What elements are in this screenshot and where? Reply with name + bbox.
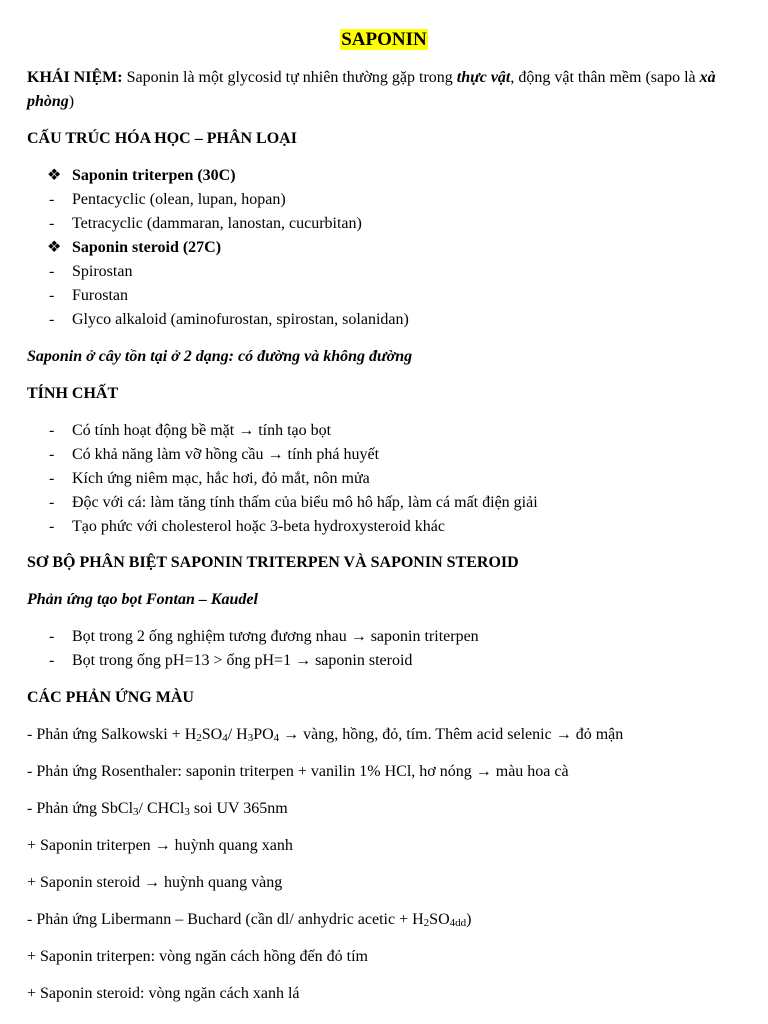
sbcl3-line: [27, 797, 748, 821]
structure-heading: CẤU TRÚC HÓA HỌC – PHÂN LOẠI: [27, 130, 297, 147]
distinguish-list: [27, 625, 748, 675]
subscript: 3: [133, 806, 139, 818]
diamond-bullet-icon: ❖: [47, 167, 62, 184]
list-item-text: Spirostan: [72, 263, 133, 280]
list-item-text: Độc với cá: làm tăng tính thấm của biểu mô hô hấp, làm cá mất điện giải: [72, 494, 538, 511]
distinguish-heading: SƠ BỘ PHÂN BIỆT SAPONIN TRITERPEN VÀ SAPONIN STEROID: [27, 554, 519, 571]
list-item-text: Bọt trong 2 ống nghiệm tương đương nhau → saponin triterpen: [72, 628, 479, 645]
salkowski-text-a: - Phản ứng Salkowski + H: [27, 726, 197, 743]
page-title: SAPONIN: [341, 29, 427, 50]
libermann-text-b: SO: [429, 911, 450, 928]
structure-note: Saponin ở cây tồn tại ở 2 dạng: có đường và không đường: [27, 348, 413, 365]
definition-text-3: ): [68, 93, 75, 110]
definition-emphasis-2: xà phòng: [27, 69, 716, 110]
structure-group-1-label: Saponin triterpen (30C): [72, 167, 236, 184]
list-item-text: Kích ứng niêm mạc, hắc hơi, đỏ mắt, nôn mửa: [72, 470, 370, 487]
structure-list: [27, 164, 748, 334]
lb-steroid-line: + Saponin steroid: vòng ngăn cách xanh lá: [27, 985, 300, 1002]
subscript: 3: [184, 806, 190, 818]
uv-triterpen-line: + Saponin triterpen → huỳnh quang xanh: [27, 837, 293, 854]
dash-bullet: -: [49, 494, 55, 511]
salkowski-text-e: → vàng, hồng, đỏ, tím. Thêm acid selenic → đỏ mận: [279, 726, 624, 743]
distinguish-subheading: Phản ứng tạo bọt Fontan – Kaudel: [27, 591, 258, 608]
rosenthaler-line: - Phản ứng Rosenthaler: saponin triterpen + vanilin 1% HCl, hơ nóng → màu hoa cà: [27, 763, 569, 780]
salkowski-text-b: SO: [201, 726, 223, 743]
definition-paragraph: [27, 66, 748, 114]
structure-group-2-label: Saponin steroid (27C): [72, 239, 222, 256]
dash-bullet: -: [49, 263, 55, 280]
subscript: 3: [247, 732, 254, 744]
list-item-text: Tetracyclic (dammaran, lanostan, cucurbitan): [72, 215, 362, 232]
sbcl3-text-a: - Phản ứng SbCl: [27, 800, 134, 817]
list-item-text: Có khả năng làm vỡ hồng cầu → tính phá huyết: [72, 446, 380, 463]
title-row: [0, 29, 768, 51]
sbcl3-text-b: / CHCl: [138, 800, 185, 817]
definition-text-1: Saponin là một glycosid tự nhiên thường gặp trong: [122, 69, 457, 86]
dash-bullet: -: [49, 446, 55, 463]
properties-heading: TÍNH CHẤT: [27, 385, 119, 402]
subscript: 2: [196, 732, 202, 744]
subscript: 2: [423, 917, 430, 929]
libermann-text-c: ): [466, 911, 472, 928]
list-item-text: Tạo phức với cholesterol hoặc 3-beta hydroxysteroid khác: [72, 518, 446, 535]
salkowski-text-d: PO: [253, 726, 274, 743]
definition-label: KHÁI NIỆM:: [27, 69, 123, 86]
dash-bullet: -: [49, 422, 55, 439]
uv-steroid-line: + Saponin steroid → huỳnh quang vàng: [27, 874, 283, 891]
subscript: 4: [273, 732, 280, 744]
sbcl3-text-c: soi UV 365nm: [189, 800, 288, 817]
list-item-text: Glyco alkaloid (aminofurostan, spirostan, solanidan): [72, 311, 409, 328]
libermann-line: [27, 908, 748, 932]
salkowski-line: [27, 723, 748, 747]
salkowski-text-c: / H: [227, 726, 248, 743]
definition-text-2: , động vật thân mềm (sapo là: [510, 69, 700, 86]
dash-bullet: -: [49, 311, 55, 328]
list-item-text: Pentacyclic (olean, lupan, hopan): [72, 191, 286, 208]
dash-bullet: -: [49, 652, 55, 669]
list-item-text: Có tính hoạt động bề mặt → tính tạo bọt: [72, 422, 332, 439]
subscript: 4: [222, 732, 228, 744]
dash-bullet: -: [49, 470, 55, 487]
dash-bullet: -: [49, 287, 55, 304]
lb-triterpen-line: + Saponin triterpen: vòng ngăn cách hồng đến đỏ tím: [27, 948, 368, 965]
list-item-text: Bọt trong ống pH=13 > ống pH=1 → saponin steroid: [72, 652, 413, 669]
dash-bullet: -: [49, 215, 55, 232]
dash-bullet: -: [49, 191, 55, 208]
libermann-text-a: - Phản ứng Libermann – Buchard (cần dl/ anhydric acetic + H: [27, 911, 424, 928]
list-item-text: Furostan: [72, 287, 128, 304]
properties-list: [27, 419, 748, 541]
color-reactions-heading: CÁC PHẢN ỨNG MÀU: [27, 689, 194, 706]
dash-bullet: -: [49, 628, 55, 645]
dash-bullet: -: [49, 518, 55, 535]
subscript: 4dd: [449, 917, 467, 929]
definition-emphasis-1: thực vật: [456, 69, 511, 86]
diamond-bullet-icon: ❖: [47, 239, 62, 256]
